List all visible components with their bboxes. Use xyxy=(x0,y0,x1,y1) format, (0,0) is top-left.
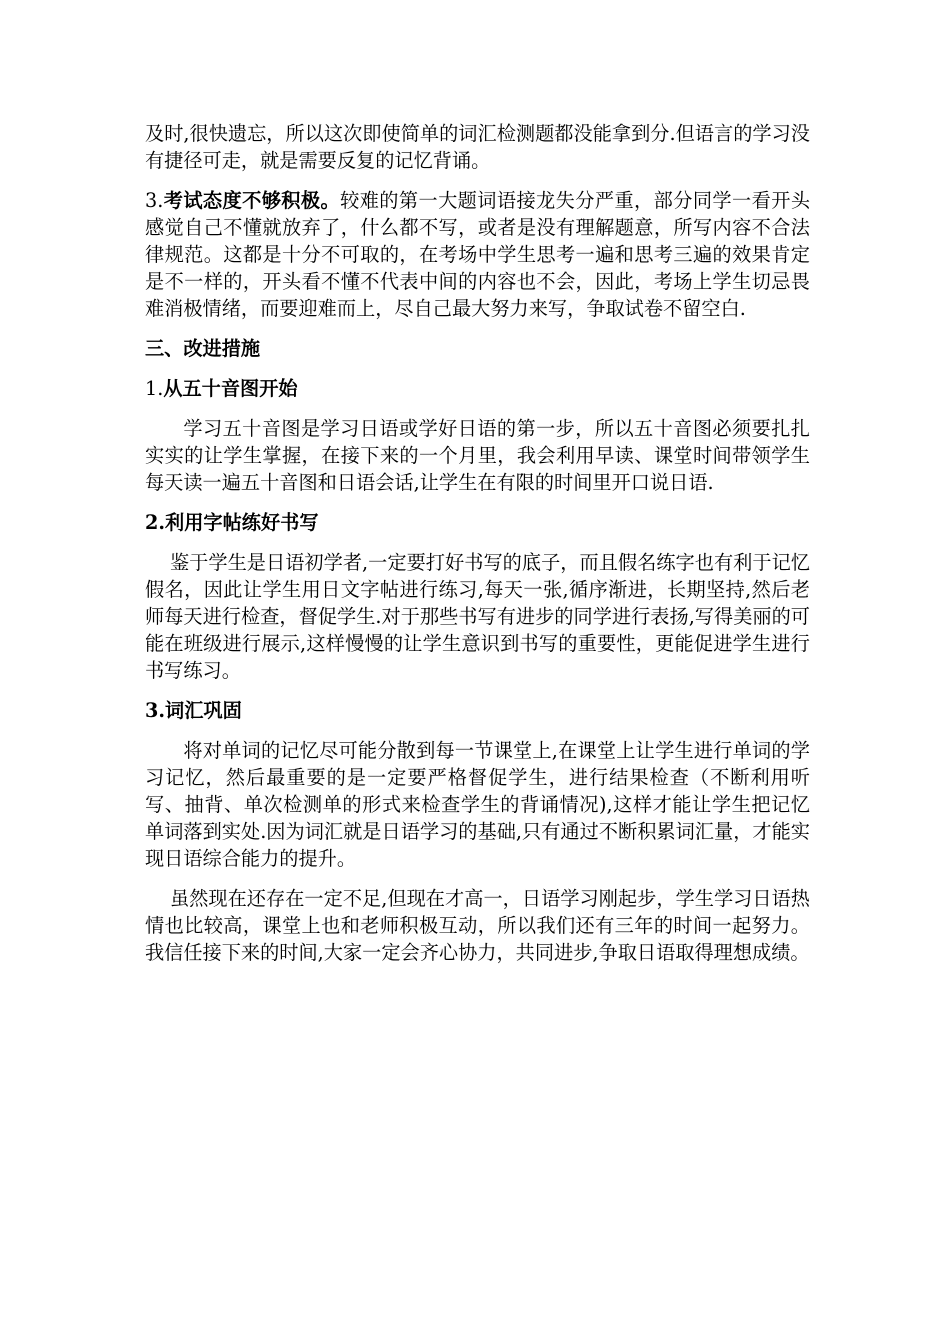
paragraph-continued: 及时,很快遗忘，所以这次即使简单的词汇检测题都没能拿到分.但语言的学习没有捷径可走，就是需要反复的记忆背诵。 xyxy=(145,122,810,172)
issue-item-3-number: 3. xyxy=(145,189,164,212)
measure-1-paragraph: 学习五十音图是学习日语或学好日语的第一步，所以五十音图必须要扎扎实实的让学生掌握，在接下来的一个月里，我会利用早读、课堂时间带领学生每天读一遍五十音图和日语会话,让学生在有限的时间里开口说日语. xyxy=(145,417,810,494)
document-page xyxy=(145,120,810,979)
measure-2-number: 2. xyxy=(145,511,166,534)
measure-2-paragraph: 鉴于学生是日语初学者,一定要打好书写的底子，而且假名练字也有利于记忆假名，因此让学生用日文字帖进行练习,每天一张,循序渐进，长期坚持,然后老师每天进行检查，督促学生.对于那些书写有进步的同学进行表扬,写得美丽的可能在班级进行展示,这样慢慢的让学生意识到书写的重要性，更能促进学生进行书写练习。 xyxy=(145,551,810,682)
measure-3-number: 3. xyxy=(145,699,166,722)
measure-3-paragraph: 将对单词的记忆尽可能分散到每一节课堂上,在课堂上让学生进行单词的学习记忆，然后最重要的是一定要严格督促学生，进行结果检查（不断利用听写、抽背、单次检测单的形式来检查学生的背诵情况),这样才能让学生把记忆单词落到实处.因为词汇就是日语学习的基础,只有通过不断积累词汇量，才能实现日语综合能力的提升。 xyxy=(145,739,810,870)
measure-3-title: 词汇巩固 xyxy=(165,699,242,722)
measure-1-title: 从五十音图开始 xyxy=(163,377,298,400)
measure-2-title: 利用字帖练好书写 xyxy=(165,511,319,534)
measure-3-heading xyxy=(145,697,810,724)
measure-1-heading xyxy=(145,375,810,402)
section-heading-improvements: 三、改进措施 xyxy=(145,337,261,360)
measure-1-number: 1. xyxy=(145,377,164,400)
issue-item-3 xyxy=(145,187,810,322)
issue-item-3-lead: 考试态度不够积极。 xyxy=(163,189,341,212)
issue-item-3-text: 较难的第一大题词语接龙失分严重，部分同学一看开头感觉自己不懂就放弃了，什么都不写，或者是没有理解题意，所写内容不合法律规范。这都是十分不可取的，在考场中学生思考一遍和思考三遍的效果肯定是不一样的，开头看不懂不代表中间的内容也不会，因此，考场上学生切忌畏难消极情绪，而要迎难而上，尽自己最大努力来写，争取试卷不留空白. xyxy=(145,189,811,320)
measure-2-heading xyxy=(145,509,810,536)
closing-paragraph: 虽然现在还存在一定不足,但现在才高一，日语学习刚起步，学生学习日语热情也比较高，课堂上也和老师积极互动，所以我们还有三年的时间一起努力。我信任接下来的时间,大家一定会齐心协力，共同进步,争取日语取得理想成绩。 xyxy=(145,887,810,964)
